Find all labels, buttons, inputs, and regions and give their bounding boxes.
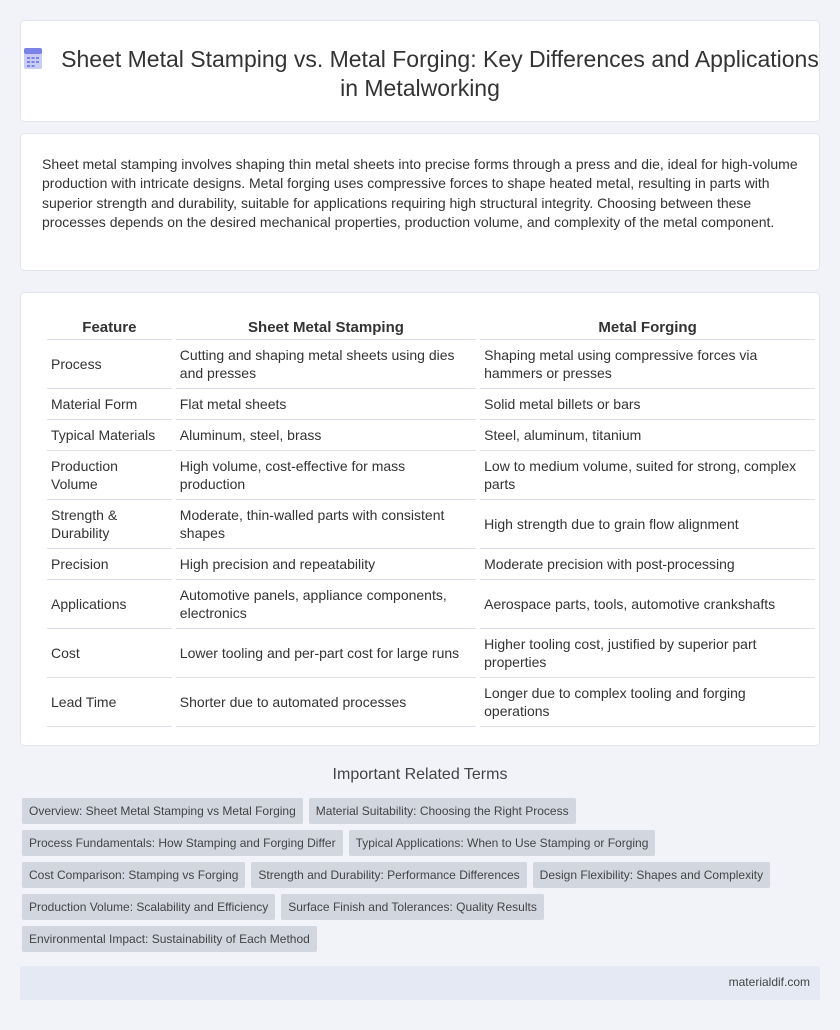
table-row bbox=[47, 389, 815, 420]
term-tag[interactable]: Typical Applications: When to Use Stamping or Forging bbox=[349, 830, 656, 856]
stamping-cell: Lower tooling and per-part cost for large runs bbox=[176, 629, 476, 678]
feature-cell: Cost bbox=[47, 629, 172, 678]
table-row bbox=[47, 451, 815, 500]
forging-cell: Longer due to complex tooling and forging operations bbox=[480, 678, 815, 727]
feature-cell: Precision bbox=[47, 549, 172, 580]
stamping-cell: Cutting and shaping metal sheets using dies and presses bbox=[176, 340, 476, 389]
forging-cell: Higher tooling cost, justified by superior part properties bbox=[480, 629, 815, 678]
stamping-cell: Shorter due to automated processes bbox=[176, 678, 476, 727]
footer bbox=[20, 966, 820, 1000]
forging-cell: Shaping metal using compressive forces via hammers or presses bbox=[480, 340, 815, 389]
intro-card bbox=[20, 133, 820, 271]
title-wrap bbox=[21, 45, 819, 103]
term-tag[interactable]: Material Suitability: Choosing the Right Process bbox=[309, 798, 576, 824]
term-row bbox=[22, 830, 802, 862]
feature-cell: Production Volume bbox=[47, 451, 172, 500]
forging-cell: Steel, aluminum, titanium bbox=[480, 420, 815, 451]
header-feature: Feature bbox=[47, 316, 172, 340]
feature-cell: Material Form bbox=[47, 389, 172, 420]
feature-cell: Typical Materials bbox=[47, 420, 172, 451]
comparison-card bbox=[20, 292, 820, 746]
table-header-row bbox=[47, 316, 815, 340]
feature-cell: Strength & Durability bbox=[47, 500, 172, 549]
table-row bbox=[47, 678, 815, 727]
document-icon bbox=[21, 46, 45, 70]
stamping-cell: High volume, cost-effective for mass production bbox=[176, 451, 476, 500]
title-card bbox=[20, 20, 820, 122]
intro-paragraph: Sheet metal stamping involves shaping thin metal sheets into precise forms through a press and die, ideal for high-volume production with intricate designs. Metal forging uses compressive forces to shape heated metal, resulting in parts with superior strength and durability, suitable for applications requiring high structural integrity. Choosing between these processes depends on the desired mechanical properties, production volume, and complexity of the metal component. bbox=[42, 156, 798, 230]
feature-cell: Lead Time bbox=[47, 678, 172, 727]
table-row bbox=[47, 629, 815, 678]
term-tag[interactable]: Design Flexibility: Shapes and Complexity bbox=[533, 862, 770, 888]
comparison-table bbox=[43, 316, 819, 727]
table-row bbox=[47, 500, 815, 549]
table-row bbox=[47, 420, 815, 451]
term-row bbox=[22, 926, 802, 958]
term-tag[interactable]: Environmental Impact: Sustainability of Each Method bbox=[22, 926, 317, 952]
related-terms-title: Important Related Terms bbox=[332, 766, 508, 783]
feature-cell: Applications bbox=[47, 580, 172, 629]
term-tag[interactable]: Cost Comparison: Stamping vs Forging bbox=[22, 862, 245, 888]
forging-cell: Moderate precision with post-processing bbox=[480, 549, 815, 580]
header-stamping: Sheet Metal Stamping bbox=[176, 316, 476, 340]
forging-cell: Aerospace parts, tools, automotive crankshafts bbox=[480, 580, 815, 629]
term-tag[interactable]: Surface Finish and Tolerances: Quality Results bbox=[281, 894, 544, 920]
term-tag[interactable]: Strength and Durability: Performance Differences bbox=[251, 862, 526, 888]
table-row bbox=[47, 549, 815, 580]
header-forging: Metal Forging bbox=[480, 316, 815, 340]
stamping-cell: Moderate, thin-walled parts with consistent shapes bbox=[176, 500, 476, 549]
term-tag[interactable]: Production Volume: Scalability and Efficiency bbox=[22, 894, 275, 920]
term-tag[interactable]: Process Fundamentals: How Stamping and Forging Differ bbox=[22, 830, 343, 856]
stamping-cell: Flat metal sheets bbox=[176, 389, 476, 420]
term-row bbox=[22, 862, 802, 894]
forging-cell: Solid metal billets or bars bbox=[480, 389, 815, 420]
stamping-cell: Automotive panels, appliance components, electronics bbox=[176, 580, 476, 629]
site-name[interactable]: materialdif.com bbox=[728, 975, 810, 989]
table-row bbox=[47, 340, 815, 389]
forging-cell: High strength due to grain flow alignment bbox=[480, 500, 815, 549]
term-row bbox=[22, 894, 802, 926]
related-terms bbox=[22, 798, 802, 958]
feature-cell: Process bbox=[47, 340, 172, 389]
page-title bbox=[21, 45, 819, 103]
stamping-cell: High precision and repeatability bbox=[176, 549, 476, 580]
table-row bbox=[47, 580, 815, 629]
forging-cell: Low to medium volume, suited for strong, complex parts bbox=[480, 451, 815, 500]
term-tag[interactable]: Overview: Sheet Metal Stamping vs Metal Forging bbox=[22, 798, 303, 824]
page-title-text: Sheet Metal Stamping vs. Metal Forging: Key Differences and Applications in Metalworking bbox=[61, 46, 819, 101]
stamping-cell: Aluminum, steel, brass bbox=[176, 420, 476, 451]
term-row bbox=[22, 798, 802, 830]
